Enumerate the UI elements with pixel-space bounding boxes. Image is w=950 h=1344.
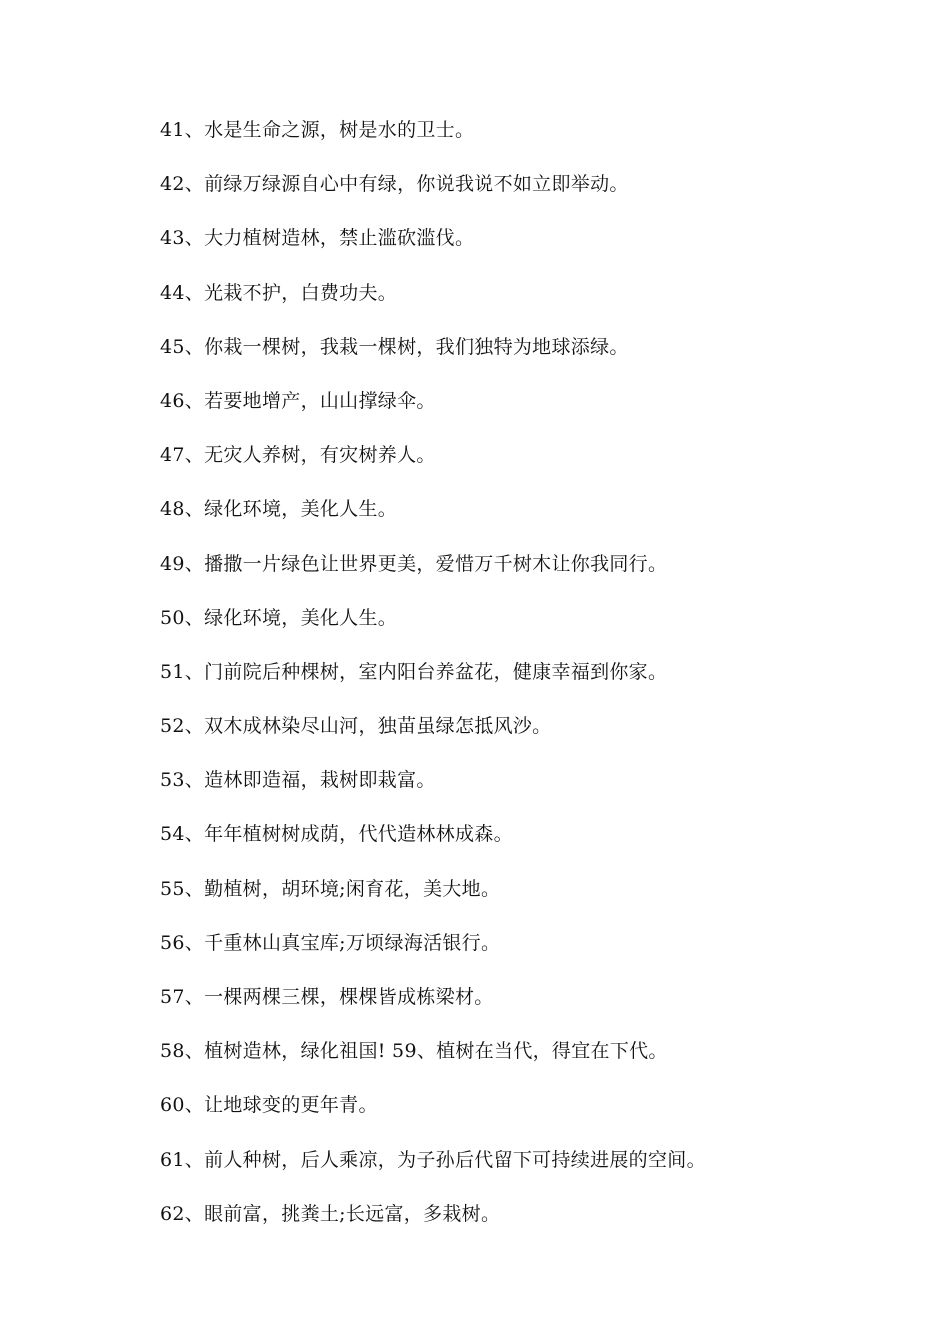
slogan-list [160,112,920,1250]
list-item: 51、门前院后种棵树，室内阳台养盆花，健康幸福到你家。 [160,660,668,683]
list-item: 46、若要地增产，山山撑绿伞。 [160,389,436,412]
list-item: 62、眼前富，挑粪土;长远富，多栽树。 [160,1202,501,1225]
list-item: 61、前人种树，后人乘凉，为子孙后代留下可持续进展的空间。 [160,1148,706,1171]
list-item: 53、造林即造福，栽树即栽富。 [160,769,436,792]
list-item: 47、无灾人养树，有灾树养人。 [160,444,436,467]
list-item: 52、双木成林染尽山河，独苗虽绿怎抵风沙。 [160,715,552,738]
list-item: 60、让地球变的更年青。 [160,1094,378,1117]
list-item: 57、一棵两棵三棵，棵棵皆成栋梁材。 [160,986,494,1008]
list-item: 49、播撒一片绿色让世界更美，爱惜万千树木让你我同行。 [160,552,668,575]
list-item: 55、勤植树，胡环境;闲育花，美大地。 [160,877,501,900]
list-item: 50、绿化环境，美化人生。 [160,606,398,629]
list-item: 43、大力植树造林，禁止滥砍滥伐。 [160,227,475,250]
list-item: 41、水是生命之源，树是水的卫士。 [160,119,475,141]
list-item: 44、光栽不护，白费功夫。 [160,281,398,304]
list-item: 56、千重林山真宝库;万顷绿海活银行。 [160,931,501,954]
list-item: 45、你栽一棵树，我栽一棵树，我们独特为地球添绿。 [160,335,629,358]
list-item: 54、年年植树树成荫，代代造林林成森。 [160,823,513,846]
list-item: 48、绿化环境，美化人生。 [160,498,398,521]
list-item: 58、植树造林，绿化祖国! 59、植树在当代，得宜在下代。 [160,1040,668,1063]
list-item: 42、前绿万绿源自心中有绿，你说我说不如立即举动。 [160,173,629,196]
